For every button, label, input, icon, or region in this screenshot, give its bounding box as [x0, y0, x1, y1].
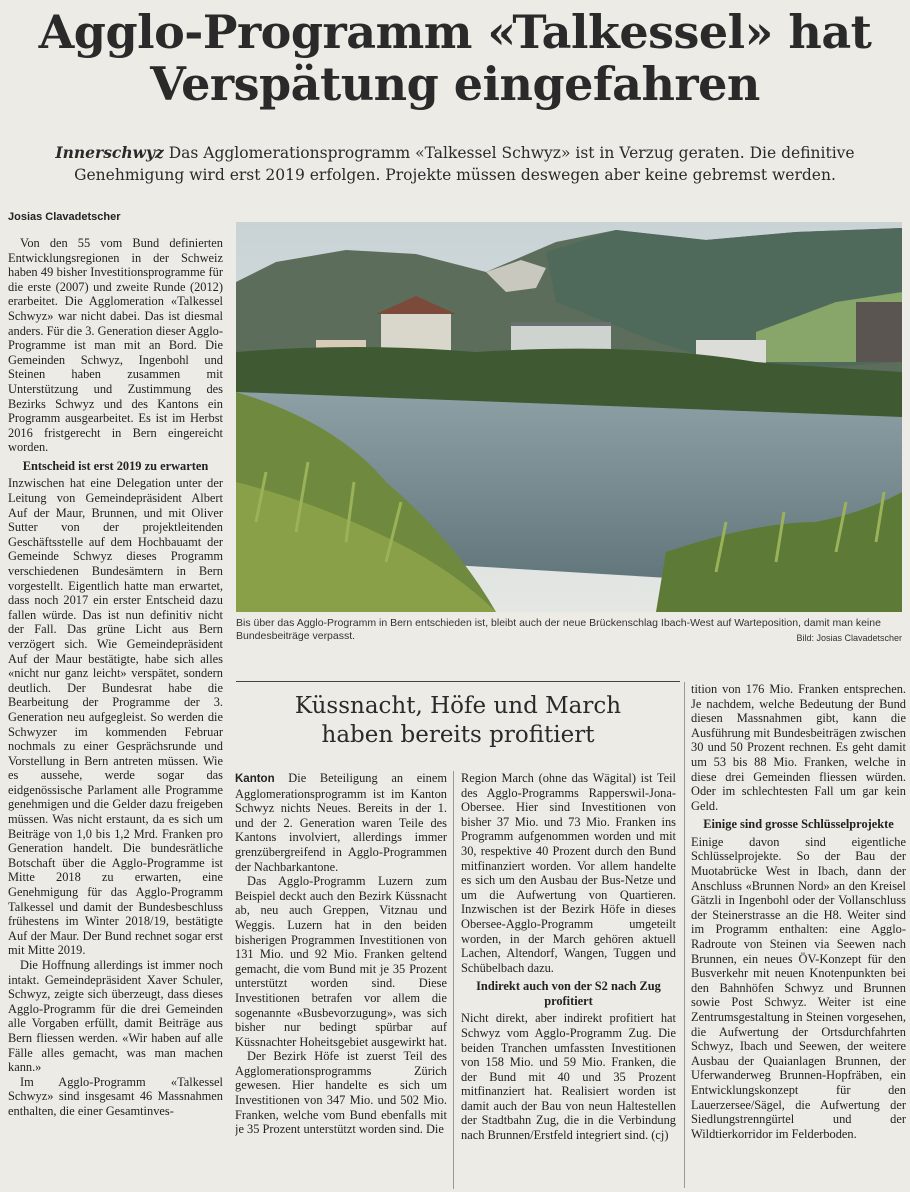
left-paragraph-2: Inzwischen hat eine Delegation unter der Leitung von Gemeindepräsident Albert Auf der Maur, Brunnen, und mit Oliver Sutter von der projektleitenden Geschäftsstelle auf dem Hochbauamt der Gemeinde Schwyz dieses Programm verschiedenen Bundesämtern in Bern vorgestellt. Eigentlich hatte man erwartet, dass noch 2017 ein erster Entscheid dazu fallen würde. Das ist nun definitiv nicht der Fall. Das grüne Licht aus Bern verzögert sich. Wie Gemeindepräsident Auf der Maur bestätigte, habe sich alles «nicht nur ganz leicht» verspätet, sondern deutlich. Der Bundesrat habe die Bearbeitung der Programme der 3. Generation neu aufgegleist. So werden die Schwyzer im kommenden Februar nochmals zu einer Gesprächsrunde und Vorstellung in Bern antreten müssen. Wie es aussehe, werde sogar das eidgenössische Parlament alle Programme genehmigen und die Gelder dazu freigeben müssen. Was nicht erstaunt, da es sich um Beiträge von 1,0 bis 1,2 Mrd. Franken pro Generation handelt. Die bundesrätliche Botschaft über die Agglo-Programme ist Mitte 2018 zu erwarten, eine Genehmigung für das Agglo-Programm Talkessel und damit der Bundesbeschluss frühestens im Winter 2018/19, bestätigte Auf der Maur. Der Bund rechnet sogar erst mit Mitte 2019.: [8, 476, 223, 958]
column-divider-1: [453, 771, 454, 1189]
lead-paragraph: [30, 142, 880, 186]
sidebar-column-1: [235, 771, 447, 1189]
left-paragraph-4: Im Agglo-Programm «Talkessel Schwyz» sind insgesamt 46 Massnahmen enthalten, die einer Gesamtinves-: [8, 1074, 223, 1118]
right-paragraph-2: Einige davon sind eigentliche Schlüsselprojekte. So der Bau der Muotabrücke West in Ibach, dann der Anschluss «Brunnen Nord» an den Kreisel Gätzli in Ingenbohl oder der Vollanschluss der Steinerstrasse an die H8. Weiter sind im Programm enthalten: eine Agglo-Radroute von Steinen via Seewen nach Brunnen, ein neues ÖV-Konzept für den Busverkehr mit neuen Knotenpunkten bei den Bahnhöfen Schwyz und Brunnen sowie Post Schwyz. Weiter ist eine Zentrumsgestaltung in Steinen vorgesehen, die Aufwertung der Ortsdurchfahrten Schwyz, Ibach und Seewen, der weitere Ausbau der Quaianlagen Brunnen, der Uferwanderweg Brunnen-Hopfräben, ein Entwicklungskonzept für den Lauerzersee/Sägel, die Aufwertung der Siedlungstrenngürtel und der Wildtierkorridor im Felderboden.: [691, 834, 906, 1141]
left-column: [8, 236, 223, 1188]
right-column: [691, 682, 906, 1188]
column-divider-2: [684, 682, 685, 1188]
sidebar-c1-paragraph-2: Das Agglo-Programm Luzern zum Beispiel deckt auch den Bezirk Küssnacht ab, neu auch Greppen, Vitznau und Weggis. Luzern hat in den beiden bisherigen Programmen Investitionen von 131 Mio. und 92 Mio. Franken geltend gemacht, die vom Bund mit je 35 Prozent unterstützt worden sind. Diese Investitionen betrafen vor allem die sogenannte «Busbevorzugung», was sich bisher nur bedingt spürbar auf Küssnachter Hoheitsgebiet ausgewirkt hat.: [235, 874, 447, 1049]
photo-credit: Bild: Josias Clavadetscher: [796, 633, 902, 643]
sidebar-c2-paragraph-2: Nicht direkt, aber indirekt profitiert hat Schwyz vom Agglo-Programm Zug. Die beiden Tranchen umfassten Investitionen von 158 Mio. und 59 Mio. Franken, die der Bund mit 40 und 35 Prozent mitfinanziert hat. Realisiert worden ist damit auch der Bau von neun Haltestellen der Stadtbahn Zug, die in die Verbindung nach Brunnen/Erstfeld integriert sind. (cj): [461, 1011, 676, 1143]
left-paragraph-3: Die Hoffnung allerdings ist immer noch intakt. Gemeindepräsident Xaver Schuler, Schwyz, zeigte sich überzeugt, dass dieses Agglo-Programm für die drei Gemeinden alle Vorgaben erfüllt, damit Beiträge aus Bern fliessen werden. «Wir haben auf alle Fälle alles gemacht, was man machen kann.»: [8, 958, 223, 1075]
right-subhead: Einige sind grosse Schlüsselprojekte: [703, 817, 894, 832]
left-subhead-1: Entscheid ist erst 2019 zu erwarten: [22, 458, 209, 473]
photo-caption: Bis über das Agglo-Programm in Bern entschieden ist, bleibt auch der neue Brückenschlag Ibach-West auf Warteposition, damit man keine Bundesbeiträge verpasst.: [236, 617, 881, 642]
sidebar-headline-line1: Küssnacht, Höfe und March: [294, 693, 622, 719]
sidebar-column-2: [461, 771, 676, 1189]
sidebar-c1-text-1: Die Beteiligung an einem Agglomerationsprogramm ist im Kanton Schwyz nichts Neues. Bereits in der 1. und der 2. Generation waren Teile des Kantons involviert, allerdings immer grenzübergreifend in Agglo-Programmen der Nachbarkantone.: [235, 771, 447, 874]
left-paragraph-1: Von den 55 vom Bund definierten Entwicklungsregionen in der Schweiz haben 49 bisher Investitionsprogramme für die erste (2007) und zweite Runde (2012) erarbeitet. Die Agglomeration «Talkessel Schwyz» war nicht dabei. Das ist diesmal anders. Für die 3. Generation dieser Agglo-Programme ist man mit an Bord. Die Gemeinden Schwyz, Ingenbohl und Steinen haben zusammen mit Unterstützung und Zustimmung des Bezirks Schwyz und des Kantons ein Programm ausgearbeitet. Es ist im Herbst 2016 fristgerecht in Bern eingereicht worden.: [8, 236, 223, 455]
lead-location: Innerschwyz: [55, 143, 164, 162]
sidebar-c1-paragraph-3: Der Bezirk Höfe ist zuerst Teil des Agglomerationsprogramms Zürich gewesen. Hier handelte es sich um Investitionen von 347 Mio. und 502 Mio. Franken, welche vom Bund ebenfalls mit je 35 Prozent unterstützt worden sind. Die: [235, 1049, 447, 1137]
sidebar-headline: [236, 692, 680, 750]
lead-text: Das Agglomerationsprogramm «Talkessel Schwyz» ist in Verzug geraten. Die definitive Genehmigung wird erst 2019 erfolgen. Projekte müssen deswegen aber keine gebremst werden.: [74, 144, 855, 184]
sidebar-c2-paragraph-1: Region March (ohne das Wägital) ist Teil des Agglo-Programms Rapperswil-Jona-Obersee. Hier sind Investitionen von bisher 37 Mio. und 73 Mio. Franken ins Programm aufgenommen worden und mit 30, respektive 40 Prozent durch den Bund mitfinanziert worden. Vor allem handelte es sich um den Ausbau der Bus-Netze und um die Aufwertung von Quartieren. Inzwischen ist der Bezirk Höfe in dieses Obersee-Agglo-Programm umgeteilt worden, in der March gehören aktuell Lachen, Altendorf, Wangen, Tuggen und Schübelbach dazu.: [461, 771, 676, 975]
river-photo: [236, 222, 902, 612]
sidebar-c1-paragraph-1: [235, 771, 447, 874]
headline: [0, 6, 910, 110]
sidebar-keyword: Kanton: [235, 773, 275, 785]
right-paragraph-1: tition von 176 Mio. Franken entsprechen. Je nachdem, welche Bedeutung der Bund diesen Massnahmen gibt, kann die Ausführung mit Bundesbeiträgen zwischen 30 und 50 Prozent rechnen. Es geht damit um 53 bis 88 Mio. Franken, welche in diese drei Gemeinden fliessen würden. Oder im schlechtesten Fall um gar kein Geld.: [691, 682, 906, 813]
sidebar-top-rule: [236, 681, 680, 682]
sidebar-c2-subhead: Indirekt auch von der S2 nach Zug profitiert: [476, 979, 661, 1008]
author-byline: Josias Clavadetscher: [8, 211, 121, 223]
sidebar-headline-line2: haben bereits profitiert: [321, 722, 595, 748]
headline-line2: Verspätung eingefahren: [150, 57, 760, 111]
headline-line1: Agglo-Programm «Talkessel» hat: [38, 5, 872, 59]
